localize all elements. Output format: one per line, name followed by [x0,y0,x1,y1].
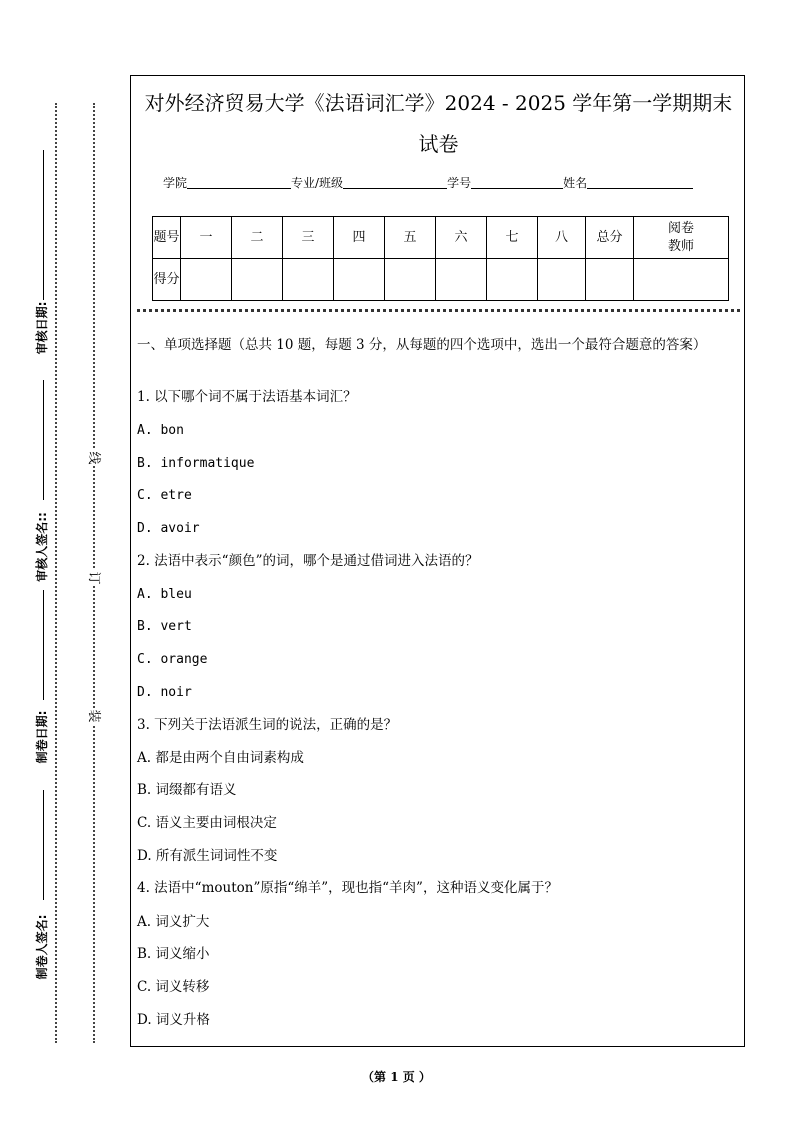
question-4-option-a[interactable]: A. 词义扩大 [137,914,210,930]
col-3: 三 [283,217,334,259]
col-8: 八 [538,217,586,259]
score-cell-1[interactable] [181,259,232,301]
question-2-option-a[interactable]: A. bleu [137,587,192,602]
section-title: 一、单项选择题（总共 10 题，每题 3 分，从每题的四个选项中，选出一个最符合题意的答案） [137,337,707,353]
col-1: 一 [181,217,232,259]
binding-dotted-line-outer [55,103,57,1043]
review-date-line[interactable] [43,150,44,300]
compiler-signature-label: 制卷人签名: [35,914,49,980]
col-4: 四 [334,217,385,259]
col-grader: 阅卷教师 [634,217,729,259]
col-2: 二 [232,217,283,259]
question-3-option-c[interactable]: C. 语义主要由词根决定 [137,815,277,831]
header-divider-dotted [137,309,740,312]
review-date-label: 审核日期: [35,301,49,355]
binding-char-staple: 订 [86,571,101,585]
question-1-option-d[interactable]: D. avoir [137,521,200,536]
field-label-name: 姓名 [563,176,588,190]
question-2-option-d[interactable]: D. noir [137,685,192,700]
field-label-school: 学院 [163,176,188,190]
score-cell-5[interactable] [385,259,436,301]
exam-frame [130,75,745,1047]
field-blank-student-id[interactable] [471,176,563,189]
binding-char-line: 线 [86,451,101,465]
field-label-major-class: 专业/班级 [291,176,344,190]
score-table-score-row [153,259,729,301]
question-3-option-b[interactable]: B. 词缀都有语义 [137,782,237,798]
field-label-student-id: 学号 [447,176,472,190]
row-label-question: 题号 [153,217,181,259]
score-cell-4[interactable] [334,259,385,301]
score-cell-3[interactable] [283,259,334,301]
field-blank-name[interactable] [587,176,693,189]
score-cell-grader[interactable] [634,259,729,301]
question-4-option-b[interactable]: B. 词义缩小 [137,946,210,962]
question-1-option-a[interactable]: A. bon [137,423,184,438]
score-cell-6[interactable] [436,259,487,301]
exam-title-line1: 对外经济贸易大学《法语词汇学》2024 - 2025 学年第一学期期末 [144,91,733,115]
col-7: 七 [487,217,538,259]
compile-date-label: 制卷日期: [35,710,49,764]
question-1-option-b[interactable]: B. informatique [137,456,255,471]
compiler-signature-line[interactable] [43,790,44,900]
exam-title-line2: 试卷 [418,132,459,156]
score-cell-total[interactable] [586,259,634,301]
question-3-option-a[interactable]: A. 都是由两个自由词素构成 [137,750,304,766]
reviewer-signature-line[interactable] [43,380,44,500]
col-5: 五 [385,217,436,259]
field-blank-major-class[interactable] [343,176,447,189]
field-blank-school[interactable] [187,176,291,189]
binding-char-bind: 装 [86,709,101,723]
score-table-header-row [153,217,729,259]
col-6: 六 [436,217,487,259]
row-label-score: 得分 [153,259,181,301]
question-4-option-d[interactable]: D. 词义升格 [137,1012,210,1028]
question-3-stem: 3. 下列关于法语派生词的说法，正确的是？ [137,717,398,733]
question-1-option-c[interactable]: C. etre [137,488,192,503]
score-table [152,216,729,301]
score-cell-7[interactable] [487,259,538,301]
question-2-option-b[interactable]: B. vert [137,619,192,634]
question-2-stem: 2. 法语中表示“颜色”的词，哪个是通过借词进入法语的？ [137,553,479,569]
col-total: 总分 [586,217,634,259]
page-number: （第 1 页 ） [362,1070,431,1084]
question-2-option-c[interactable]: C. orange [137,652,208,667]
question-4-option-c[interactable]: C. 词义转移 [137,979,210,995]
reviewer-signature-label: 审核人签名:: [35,512,49,582]
score-cell-8[interactable] [538,259,586,301]
question-1-stem: 1. 以下哪个词不属于法语基本词汇？ [137,389,357,405]
question-4-stem: 4. 法语中“mouton”原指“绵羊”，现也指“羊肉”，这种语义变化属于？ [137,880,558,896]
compile-date-line[interactable] [43,590,44,700]
student-info-fields [163,174,693,191]
score-cell-2[interactable] [232,259,283,301]
question-3-option-d[interactable]: D. 所有派生词词性不变 [137,848,278,864]
